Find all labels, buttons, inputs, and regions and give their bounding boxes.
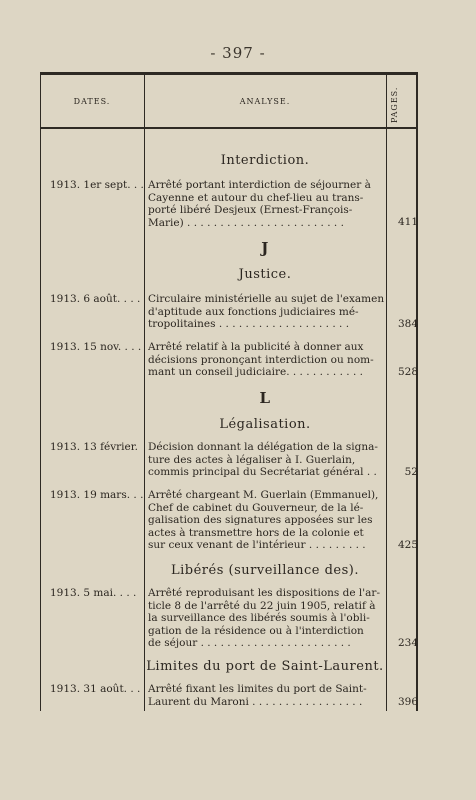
section-heading-limites: Limites du port de Saint-Laurent. [146,659,384,674]
entry-date: 1913. 31 août. . . [50,683,141,695]
section-heading-interdiction: Interdiction. [220,153,310,168]
entry-line: Arrêté fixant les limites du port de Saint- [148,683,367,695]
header-rule [40,127,416,129]
index-table [40,72,418,711]
entry-date: 1913. 6 août. . . . [50,293,141,305]
entry-line: tropolitaines . . . . . . . . . . . . . . . . . . . . [148,318,350,330]
entry-date: 1913. 19 mars. . . [50,489,144,501]
entry-text [148,587,386,650]
entry-page: 52 [404,466,418,478]
section-heading-liberes: Libérés (surveillance des). [171,563,359,578]
entry-line: décisions prononçant interdiction ou nom- [148,353,374,366]
entry-line: Cayenne et autour du chef-lieu au trans- [148,191,364,204]
entry-page: 396 [397,696,418,708]
entry-page: 411 [397,216,418,228]
table-border-right [416,75,418,711]
entry-line: actes à transmettre hors de la colonie et [148,526,364,539]
column-header-analyse: ANALYSE. [239,97,291,106]
entry-line: ticle 8 de l'arrêté du 22 juin 1905, relatif à [148,599,376,612]
entry-text [148,293,386,331]
entry-page: 234 [397,637,418,649]
entry-date: 1913. 13 février. [50,441,138,453]
entry-line: sur ceux venant de l'intérieur . . . . . . . . . [148,539,366,551]
entry-line: de séjour . . . . . . . . . . . . . . . . . . . . . . . [148,637,351,649]
entry-line: Décision donnant la délégation de la signa- [148,441,378,453]
section-heading-legalisation: Légalisation. [219,417,311,432]
entry-line: porté libéré Desjeux (Ernest-François- [148,204,353,216]
entry-text [148,179,386,229]
letter-heading-l: L [259,389,271,407]
entry-line: ture des actes à légaliser à I. Guerlain, [148,453,356,466]
entry-line: Chef de cabinet du Gouverneur, de la lé- [148,501,364,514]
entry-date: 1913. 1er sept. . . [50,179,144,191]
entry-line: Arrêté relatif à la publicité à donner aux [148,341,364,353]
entry-page: 425 [397,539,418,551]
entry-line: commis principal du Secrétariat général . . [148,466,377,478]
entry-line: Arrêté chargeant M. Guerlain (Emmanuel), [148,489,379,501]
entry-line: gation de la résidence ou à l'interdiction [148,624,364,637]
column-header-pages: PAGES. [390,86,399,124]
entry-line: la surveillance des libérés soumis à l'obli- [148,612,370,624]
entry-text [148,341,386,379]
table-border-left [40,75,41,711]
entry-line: Circulaire ministérielle au sujet de l'examen [148,293,385,305]
column-header-dates: DATES. [73,97,111,106]
entry-line: d'aptitude aux fonctions judiciaires mé- [148,305,359,318]
entry-page: 384 [397,318,418,330]
page-number: - 397 - [210,44,266,62]
entry-text [148,441,386,479]
entry-line: Arrêté reproduisant les dispositions de l'ar- [148,587,380,599]
letter-heading-j: J [261,239,269,257]
entry-line: Arrêté portant interdiction de séjourner à [148,179,371,191]
entry-date: 1913. 15 nov. . . . [50,341,142,353]
column-divider-pages [386,75,387,711]
entry-line: galisation des signatures apposées sur les [148,514,373,526]
section-heading-justice: Justice. [238,267,292,282]
entry-date: 1913. 5 mai. . . . [50,587,137,599]
entry-line: Laurent du Maroni . . . . . . . . . . . . . . . . . [148,695,363,708]
entry-text [148,489,386,552]
entry-text [148,683,386,708]
entry-line: mant un conseil judiciaire. . . . . . . . . . . . [148,366,363,378]
entry-line: Marie) . . . . . . . . . . . . . . . . . . . . . . . . [148,216,344,229]
entry-page: 528 [397,366,418,378]
